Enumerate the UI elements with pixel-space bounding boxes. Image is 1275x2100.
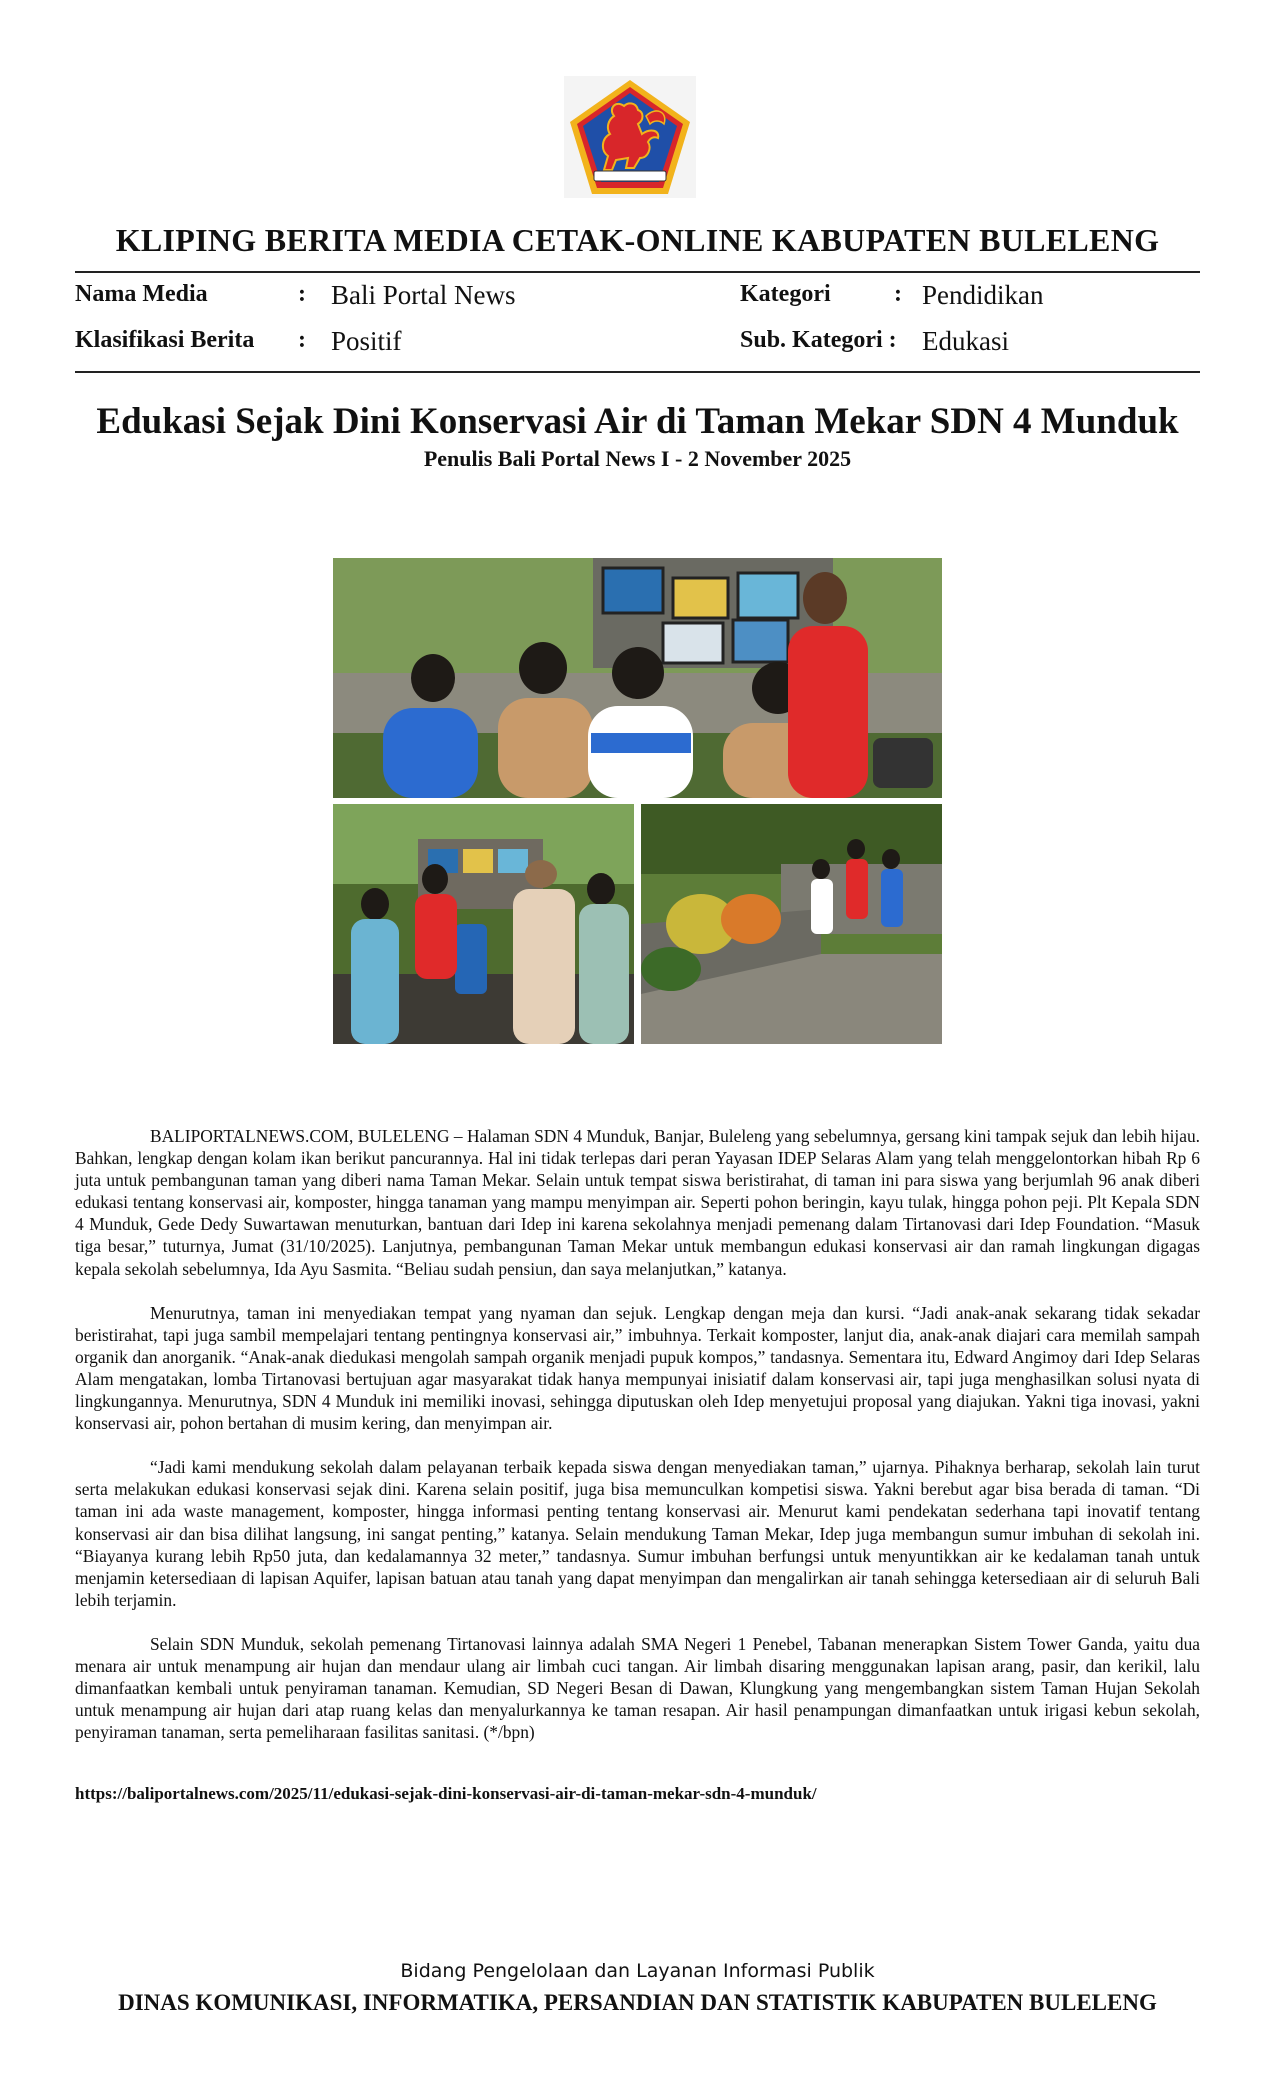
clipping-title: KLIPING BERITA MEDIA CETAK-ONLINE KABUPATEN BULELENG	[115, 222, 1160, 258]
article-paragraph: “Jadi kami mendukung sekolah dalam pelayanan terbaik kepada siswa dengan menyediakan taman,” ujarnya. Pihaknya berharap, sekolah lain turut serta melakukan edukasi konservasi sejak dini. Karena selain positif, juga bisa memunculkan kompetisi siswa. Yakni berebut agar bisa berada di taman. “Di taman ini ada waste management, komposter, hingga informasi penting tentang konservasi air. Menurut kami pendekatan sederhana tapi inovatif tentang konservasi air dan bisa dilihat langsung, ini sangat penting,” katanya. Selain mendukung Taman Mekar, Idep juga membangun sumur imbuhan di sekolah ini. “Biayanya kurang lebih Rp50 juta, dan kedalamannya 32 meter,” tandasnya. Sumur imbuhan berfungsi untuk menyuntikkan air ke kedalaman tanah untuk menjamin ketersediaan di lapisan Aquifer, lapisan batuan atau tanah yang dapat menyimpan dan mengalirkan air tanah sehingga ketersediaan air di seluruh Bali lebih terjamin.	[75, 1457, 1200, 1610]
media-name-value: Bali Portal News	[331, 280, 516, 310]
metadata-divider	[75, 371, 1200, 373]
media-name-colon: :	[298, 281, 306, 307]
article-paragraph: BALIPORTALNEWS.COM, BULELENG – Halaman SDN 4 Munduk, Banjar, Buleleng yang sebelumnya, gersang kini tampak sejuk dan lebih hijau. Bahkan, lengkap dengan kolam ikan berikut pancurannya. Hal ini tidak terlepas dari peran Yayasan IDEP Selaras Alam yang telah menggelontorkan hibah Rp 6 juta untuk pembangunan taman yang diberi nama Taman Mekar. Selain untuk tempat siswa beristirahat, di taman ini para siswa yang berjumlah 96 anak diberi edukasi tentang konservasi air, komposter, hingga tanaman yang mampu menyimpan air. Seperti pohon beringin, kayu tulak, hingga pohon peji. Plt Kepala SDN 4 Munduk, Gede Dedy Suwartawan menuturkan, bantuan dari Idep ini karena sekolahnya menjadi pemenang dalam Tirtanovasi dari Idep Foundation. “Masuk tiga besar,” tuturnya, Jumat (31/10/2025). Lanjutnya, pembangunan Taman Mekar untuk membangun edukasi konservasi air dan ramah lingkungan digagas kepala sekolah sebelumnya, Ida Ayu Sasmita. “Beliau sudah pensiun, dan saya melanjutkan,” katanya.	[75, 1126, 1200, 1279]
article-headline: Edukasi Sejak Dini Konservasi Air di Taman Mekar SDN 4 Munduk	[96, 401, 1179, 442]
singa-ambara-raja-emblem-icon	[564, 76, 696, 198]
footer-agency: DINAS KOMUNIKASI, INFORMATIKA, PERSANDIAN DAN STATISTIK KABUPATEN BULELENG	[118, 1990, 1157, 2015]
article-byline: Penulis Bali Portal News I - 2 November 2025	[423, 446, 852, 471]
category-label: Kategori	[740, 281, 831, 307]
source-link[interactable]: https://baliportalnews.com/2025/11/edukasi-sejak-dini-konservasi-air-di-taman-mekar-sdn-4-munduk/	[75, 1784, 817, 1803]
category-colon: :	[894, 281, 902, 307]
photo-students-walking-in-school-garden	[641, 804, 942, 1044]
photo-visitors-at-garden-poster-board	[333, 804, 634, 1044]
header-divider	[75, 271, 1200, 273]
subcategory-label: Sub. Kategori :	[740, 327, 897, 353]
classification-label: Klasifikasi Berita	[75, 327, 255, 353]
article-paragraph: Menurutnya, taman ini menyediakan tempat yang nyaman dan sejuk. Lengkap dengan meja dan kursi. “Jadi anak-anak sekarang tidak sekadar beristirahat, tapi juga sambil mempelajari tentang pentingnya konservasi air,” imbuhnya. Terkait komposter, lanjut dia, anak-anak diajari cara memilah sampah organik dan anorganik. “Anak-anak diedukasi mengolah sampah organik menjadi pupuk kompos,” tandasnya. Sementara itu, Edward Angimoy dari Idep Selaras Alam mengatakan, lomba Tirtanovasi bertujuan agar masyarakat tidak hanya mempunyai inisiatif dalam konservasi air, tapi juga menghasilkan solusi nyata di lingkungannya. Menurutnya, SDN 4 Munduk ini memiliki inovasi, sehingga diputuskan oleh Idep menyetujui proposal yang diajukan. Yakni tiga inovasi, yakni konservasi air, pohon bertahan di musim kering, dan menyimpan air.	[75, 1302, 1200, 1434]
article-body	[75, 1125, 1200, 1765]
subcategory-value: Edukasi	[922, 326, 1009, 356]
footer-division: Bidang Pengelolaan dan Layanan Informasi Publik	[400, 1960, 875, 1982]
category-value: Pendidikan	[922, 280, 1044, 310]
classification-colon: :	[298, 327, 306, 353]
article-paragraph: Selain SDN Munduk, sekolah pemenang Tirtanovasi lainnya adalah SMA Negeri 1 Penebel, Tabanan menerapkan Sistem Tower Ganda, yaitu dua menara air untuk menampung air hujan dan mendaur ulang air limbah cuci tangan. Air limbah disaring menggunakan lapisan arang, pasir, dan kerikil, lalu dimanfaatkan kembali untuk penyiraman tanaman. Kemudian, SD Negeri Besan di Dawan, Klungkung yang mengembangkan sistem Taman Hujan Sekolah untuk menampung air hujan dari atap ruang kelas dan menyalurkannya ke taman resapan. Air hasil penampungan dimanfaatkan untuk irigasi kebun sekolah, penyiraman tanaman, serta pemeliharaan fasilitas sanitasi. (*/bpn)	[75, 1633, 1200, 1743]
photo-teacher-explaining-posters-to-students	[333, 558, 942, 798]
media-name-label: Nama Media	[75, 281, 208, 307]
classification-value: Positif	[331, 326, 402, 356]
